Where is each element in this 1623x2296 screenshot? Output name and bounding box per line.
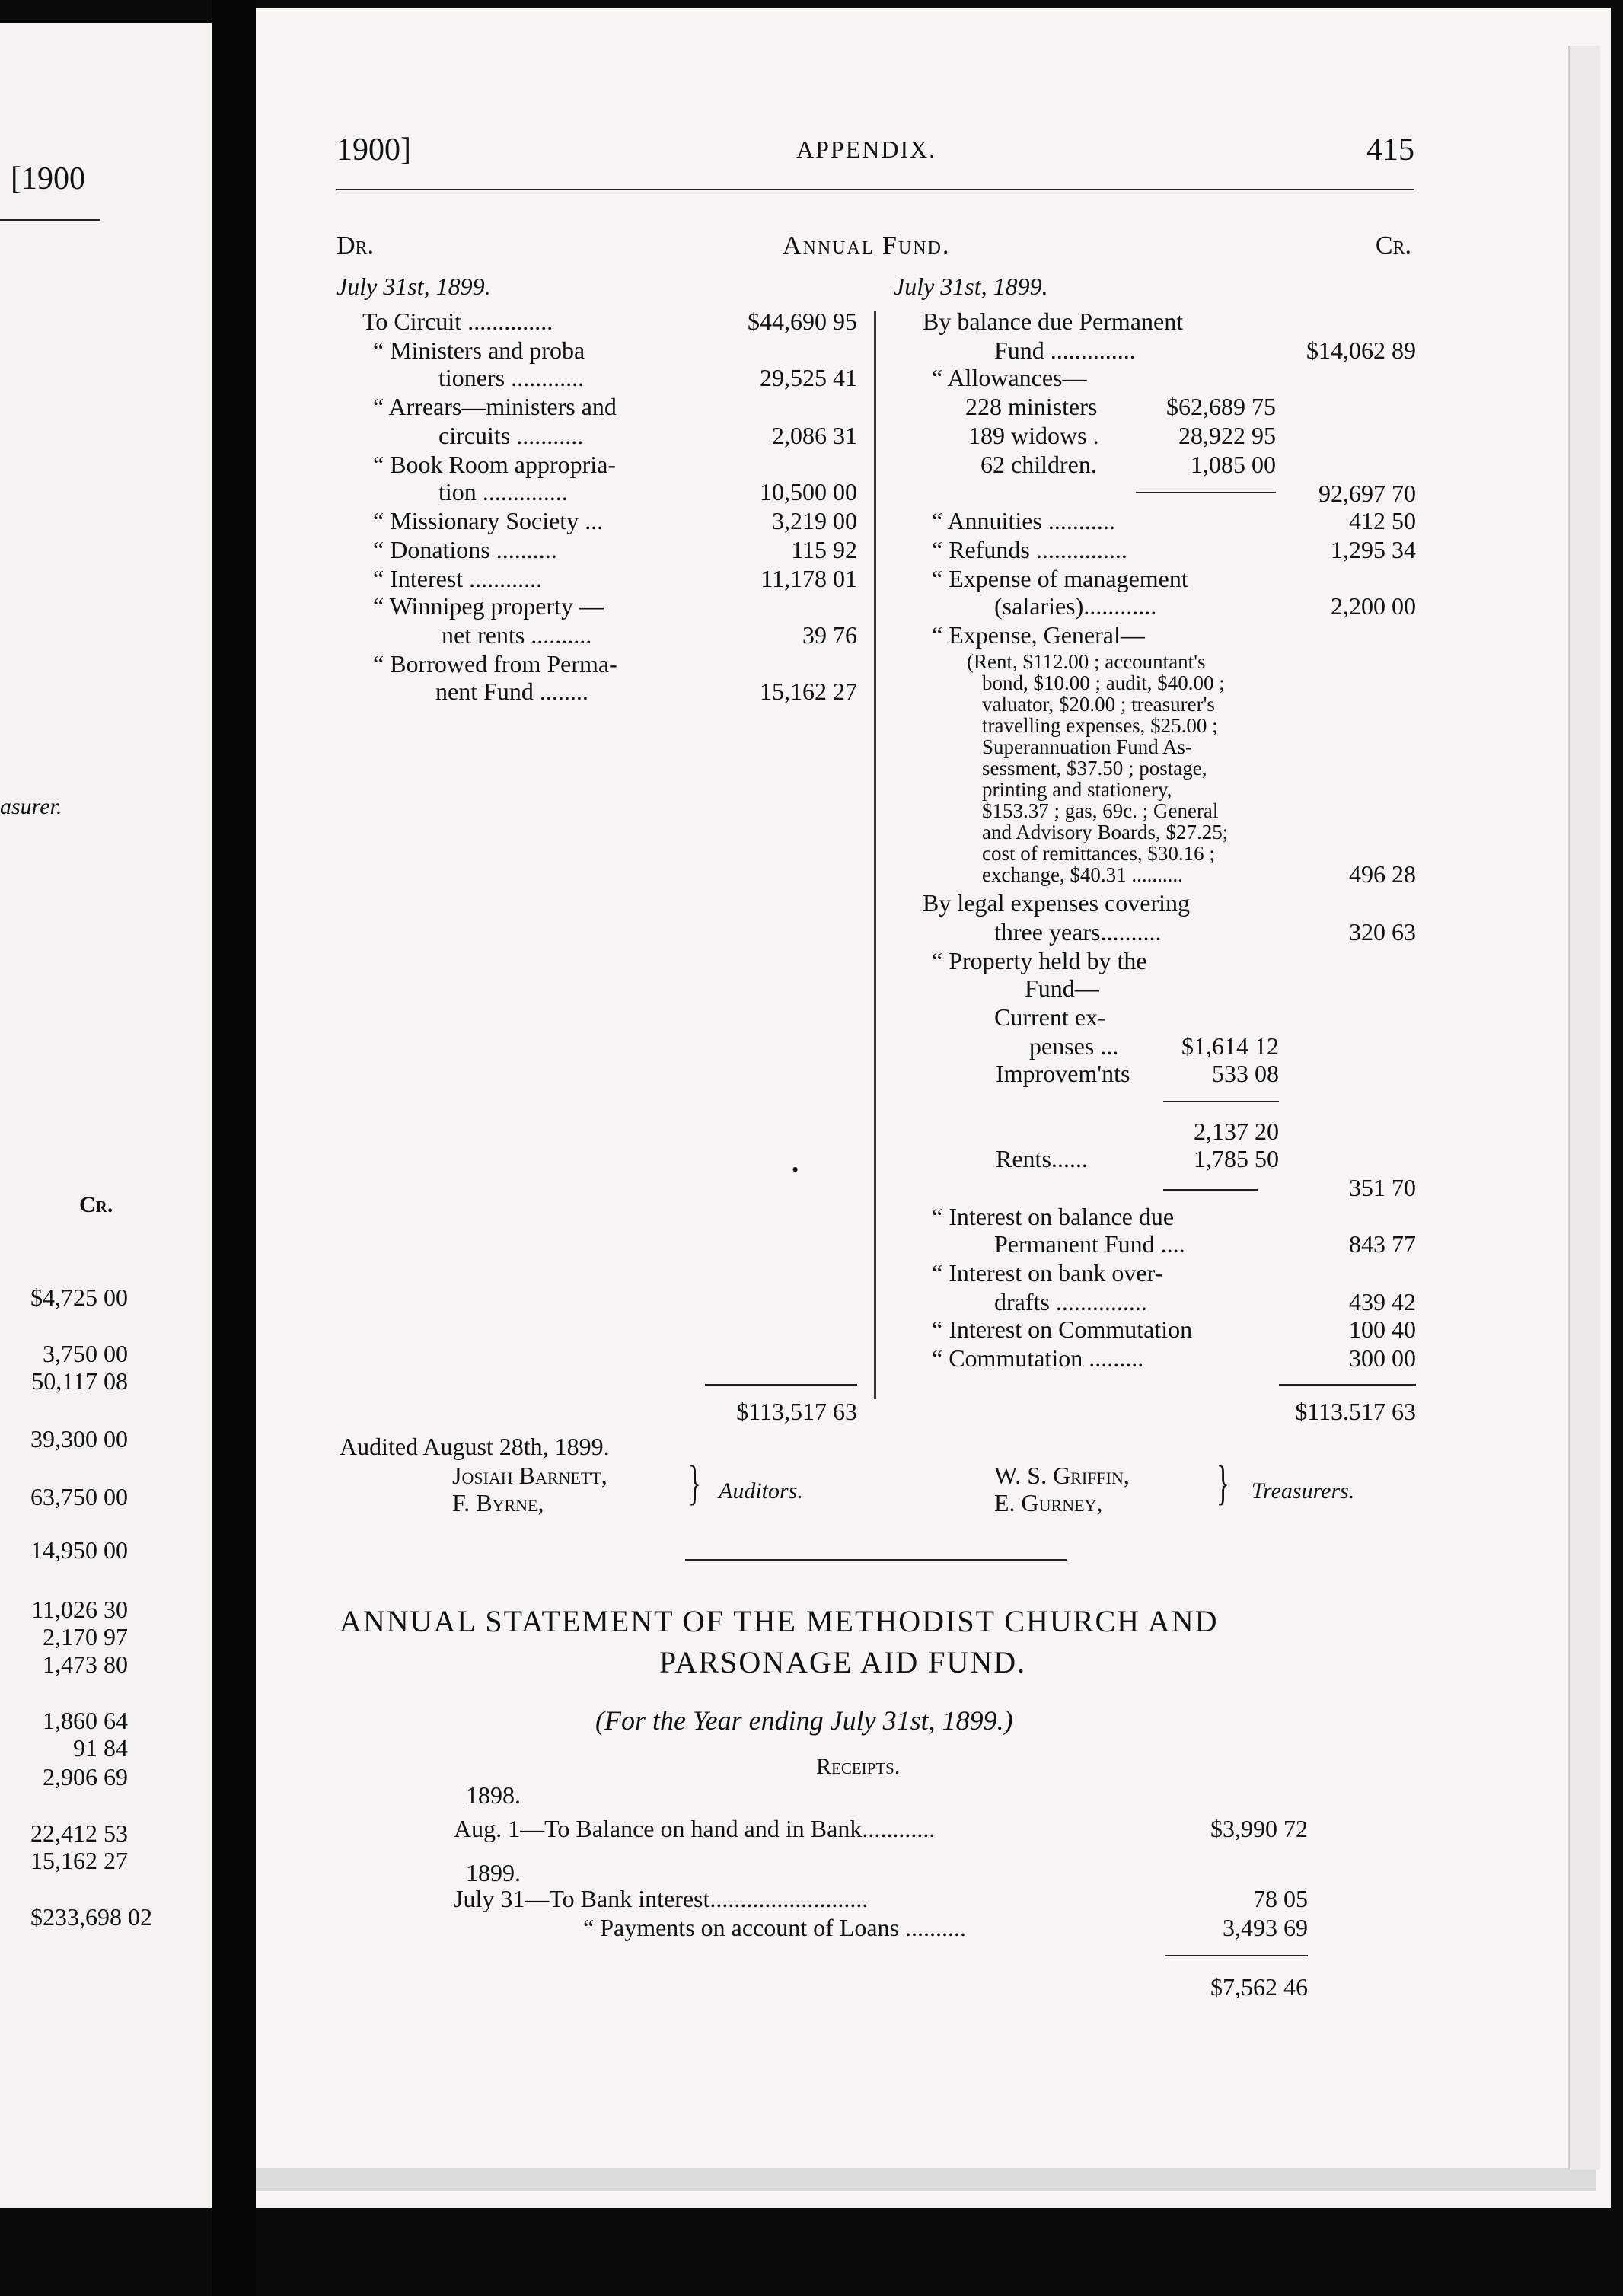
running-title: APPENDIX. <box>796 136 937 163</box>
page-bottom-edge <box>256 2168 1596 2191</box>
credit-amount: $14,062 89 <box>1306 336 1416 364</box>
credit-amount: 412 50 <box>1349 507 1416 534</box>
left-amount: 15,162 27 <box>30 1847 128 1874</box>
debit-date: July 31st, 1899. <box>336 273 491 300</box>
statement-subtitle: (For the Year ending July 31st, 1899.) <box>595 1705 1013 1736</box>
credit-date: July 31st, 1899. <box>894 273 1048 300</box>
expense-detail-line: Superannuation Fund As- <box>982 735 1192 758</box>
left-page-rule <box>0 219 100 221</box>
page-number: 415 <box>1366 132 1414 167</box>
page-right-edge <box>1568 46 1600 2170</box>
debit-line: circuits ........... <box>438 422 584 449</box>
debit-line: “ Interest ............ <box>373 565 543 592</box>
statement-title: ANNUAL STATEMENT OF THE METHODIST CHURCH AND <box>340 1604 1219 1638</box>
property-line: Fund— <box>1025 974 1099 1002</box>
debit-amount: $44,690 95 <box>748 308 857 335</box>
improvements-amount: 533 08 <box>1212 1060 1279 1087</box>
audited-date: Audited August 28th, 1899. <box>340 1433 610 1460</box>
receipt-line: July 31—To Bank interest.......................... <box>454 1885 869 1912</box>
credit-amount: 100 40 <box>1349 1315 1416 1343</box>
debit-line: To Circuit .............. <box>362 308 553 335</box>
credit-line: “ Commutation ......... <box>932 1344 1144 1372</box>
credit-line: Permanent Fund .... <box>994 1230 1185 1258</box>
debit-line: tion .............. <box>438 478 568 505</box>
book-spine <box>212 0 256 2296</box>
left-amount: 2,906 69 <box>43 1763 128 1791</box>
rents-label: Rents...... <box>996 1145 1088 1172</box>
credit-line: “ Expense, General— <box>932 621 1145 649</box>
left-amount: 63,750 00 <box>30 1483 128 1510</box>
expense-detail-line: (Rent, $112.00 ; accountant's <box>967 650 1206 673</box>
property-line: “ Property held by the <box>932 947 1147 974</box>
credit-line: (salaries)............ <box>994 592 1157 620</box>
credit-amount: 2,200 00 <box>1331 592 1416 620</box>
expense-detail-line: printing and stationery, <box>982 778 1172 801</box>
receipt-line: “ Payments on account of Loans .......... <box>583 1914 966 1941</box>
left-amount: 3,750 00 <box>43 1340 128 1367</box>
header-rule <box>336 189 1414 190</box>
expense-detail-line: and Advisory Boards, $27.25; <box>982 821 1229 843</box>
property-net-amount: 351 70 <box>1349 1174 1416 1201</box>
statement-title: PARSONAGE AID FUND. <box>659 1645 1027 1679</box>
left-cr-label: Cr. <box>79 1192 113 1217</box>
left-amount: 11,026 30 <box>31 1596 128 1623</box>
left-amount: $233,698 02 <box>30 1903 152 1931</box>
credit-line: drafts ............... <box>994 1288 1147 1315</box>
left-amount: 1,860 64 <box>43 1707 128 1734</box>
left-amount: 39,300 00 <box>30 1425 128 1453</box>
left-amount: 1,473 80 <box>43 1650 128 1678</box>
annual-fund-title: Annual Fund. <box>783 231 951 260</box>
credit-line: By balance due Permanent <box>923 308 1184 335</box>
legal-expenses-line: three years.......... <box>994 918 1162 946</box>
credit-line: “ Interest on bank over- <box>932 1259 1163 1287</box>
auditors-brace: } <box>688 1456 701 1510</box>
current-expenses-amount: $1,614 12 <box>1181 1032 1279 1060</box>
credit-line: “ Interest on Commutation <box>932 1315 1193 1343</box>
receipt-amount: 78 05 <box>1253 1885 1308 1912</box>
debit-total: $113,517 63 <box>736 1398 857 1425</box>
running-year: 1900] <box>336 132 411 167</box>
left-amount: $4,725 00 <box>30 1284 128 1311</box>
debit-amount: 11,178 01 <box>760 565 857 592</box>
credit-line: “ Interest on balance due <box>932 1203 1175 1230</box>
debit-line: “ Arrears—ministers and <box>373 393 617 420</box>
debit-line: tioners ............ <box>438 364 585 391</box>
allowances-total: 92,697 70 <box>1318 480 1416 507</box>
allowance-label: 189 widows . <box>968 422 1099 449</box>
stray-dot: • <box>792 1159 799 1181</box>
legal-expenses-line: By legal expenses covering <box>923 889 1190 917</box>
debit-amount: 29,525 41 <box>760 364 857 391</box>
debit-line: “ Missionary Society ... <box>373 507 604 534</box>
receipt-year: 1899. <box>466 1859 521 1886</box>
auditors-label: Auditors. <box>719 1478 803 1504</box>
expense-detail-line: exchange, $40.31 .......... <box>982 863 1183 886</box>
debit-line: “ Donations .......... <box>373 536 557 563</box>
debit-line: “ Winnipeg property — <box>373 592 604 620</box>
treasurer-name: W. S. Griffin, <box>994 1462 1130 1489</box>
debit-amount: 15,162 27 <box>760 678 857 705</box>
previous-page <box>0 23 212 2208</box>
credit-amount: 300 00 <box>1349 1344 1416 1372</box>
debit-amount: 39 76 <box>802 621 857 649</box>
debit-amount: 3,219 00 <box>772 507 857 534</box>
allowance-amount: $62,689 75 <box>1166 393 1276 420</box>
section-divider <box>685 1559 1067 1561</box>
improvements-label: Improvem'nts <box>996 1060 1130 1087</box>
rents-amount: 1,785 50 <box>1194 1145 1279 1172</box>
column-divider <box>874 311 876 1399</box>
receipt-amount: $3,990 72 <box>1210 1815 1308 1842</box>
expense-detail-line: valuator, $20.00 ; treasurer's <box>982 693 1215 716</box>
expense-detail-line: sessment, $37.50 ; postage, <box>982 757 1207 780</box>
left-amount: 91 84 <box>73 1734 128 1762</box>
credit-total: $113.517 63 <box>1295 1398 1416 1425</box>
left-amount: 2,170 97 <box>43 1623 128 1650</box>
credit-line: Fund .............. <box>994 336 1136 364</box>
credit-line: “ Refunds ............... <box>932 536 1127 563</box>
credit-amount: 1,295 34 <box>1331 536 1416 563</box>
receipt-amount: 3,493 69 <box>1223 1914 1308 1941</box>
expense-detail-line: travelling expenses, $25.00 ; <box>982 714 1218 737</box>
auditor-name: F. Byrne, <box>452 1489 544 1516</box>
expense-detail-line: bond, $10.00 ; audit, $40.00 ; <box>982 671 1225 694</box>
rents-rule <box>1163 1189 1258 1191</box>
receipts-total: $7,562 46 <box>1210 1973 1308 2001</box>
auditor-name: Josiah Barnett, <box>452 1462 607 1489</box>
left-page-year: [1900 <box>11 161 85 196</box>
treasurers-brace: } <box>1216 1456 1229 1510</box>
debit-line: “ Book Room appropria- <box>373 451 617 478</box>
debit-line: “ Borrowed from Perma- <box>373 650 617 678</box>
allowance-amount: 28,922 95 <box>1178 422 1276 449</box>
allowance-label: 62 children. <box>980 451 1097 478</box>
expense-detail-line: cost of remittances, $30.16 ; <box>982 842 1215 865</box>
receipt-line: Aug. 1—To Balance on hand and in Bank............ <box>454 1815 936 1842</box>
legal-expenses-amount: 320 63 <box>1349 918 1416 946</box>
left-amount: 22,412 53 <box>30 1819 128 1847</box>
receipt-year: 1898. <box>466 1781 521 1809</box>
credit-amount: 439 42 <box>1349 1288 1416 1315</box>
general-expense-amount: 496 28 <box>1349 860 1416 888</box>
credit-total-rule <box>1279 1384 1416 1386</box>
receipts-total-rule <box>1165 1955 1308 1956</box>
left-amount: 50,117 08 <box>31 1367 128 1395</box>
treasurers-label: Treasurers. <box>1252 1478 1355 1504</box>
current-expenses-line: Current ex- <box>994 1003 1106 1031</box>
allowances-rule <box>1136 492 1276 493</box>
allowance-label: 228 ministers <box>965 393 1098 420</box>
left-amount: 14,950 00 <box>30 1536 128 1564</box>
credit-amount: 843 77 <box>1349 1230 1416 1258</box>
debit-line: net rents .......... <box>442 621 592 649</box>
credit-line: “ Annuities ........... <box>932 507 1115 534</box>
receipts-heading: Receipts. <box>816 1754 901 1779</box>
dr-label: Dr. <box>336 231 375 260</box>
property-rule <box>1163 1101 1279 1102</box>
credit-line: “ Allowances— <box>932 364 1087 391</box>
cr-label: Cr. <box>1375 231 1411 260</box>
debit-line: “ Ministers and proba <box>373 336 585 364</box>
treasurer-name: E. Gurney, <box>994 1489 1103 1516</box>
credit-line: “ Expense of management <box>932 565 1188 592</box>
allowance-amount: 1,085 00 <box>1191 451 1276 478</box>
debit-amount: 10,500 00 <box>760 478 857 505</box>
debit-amount: 115 92 <box>791 536 857 563</box>
debit-amount: 2,086 31 <box>772 422 857 449</box>
expense-detail-line: $153.37 ; gas, 69c. ; General <box>982 799 1219 822</box>
current-expenses-line: penses ... <box>1029 1032 1119 1060</box>
property-subtotal: 2,137 20 <box>1194 1118 1279 1145</box>
debit-total-rule <box>705 1384 857 1386</box>
debit-line: nent Fund ........ <box>435 678 588 705</box>
left-treasurer-fragment: asurer. <box>0 794 62 819</box>
